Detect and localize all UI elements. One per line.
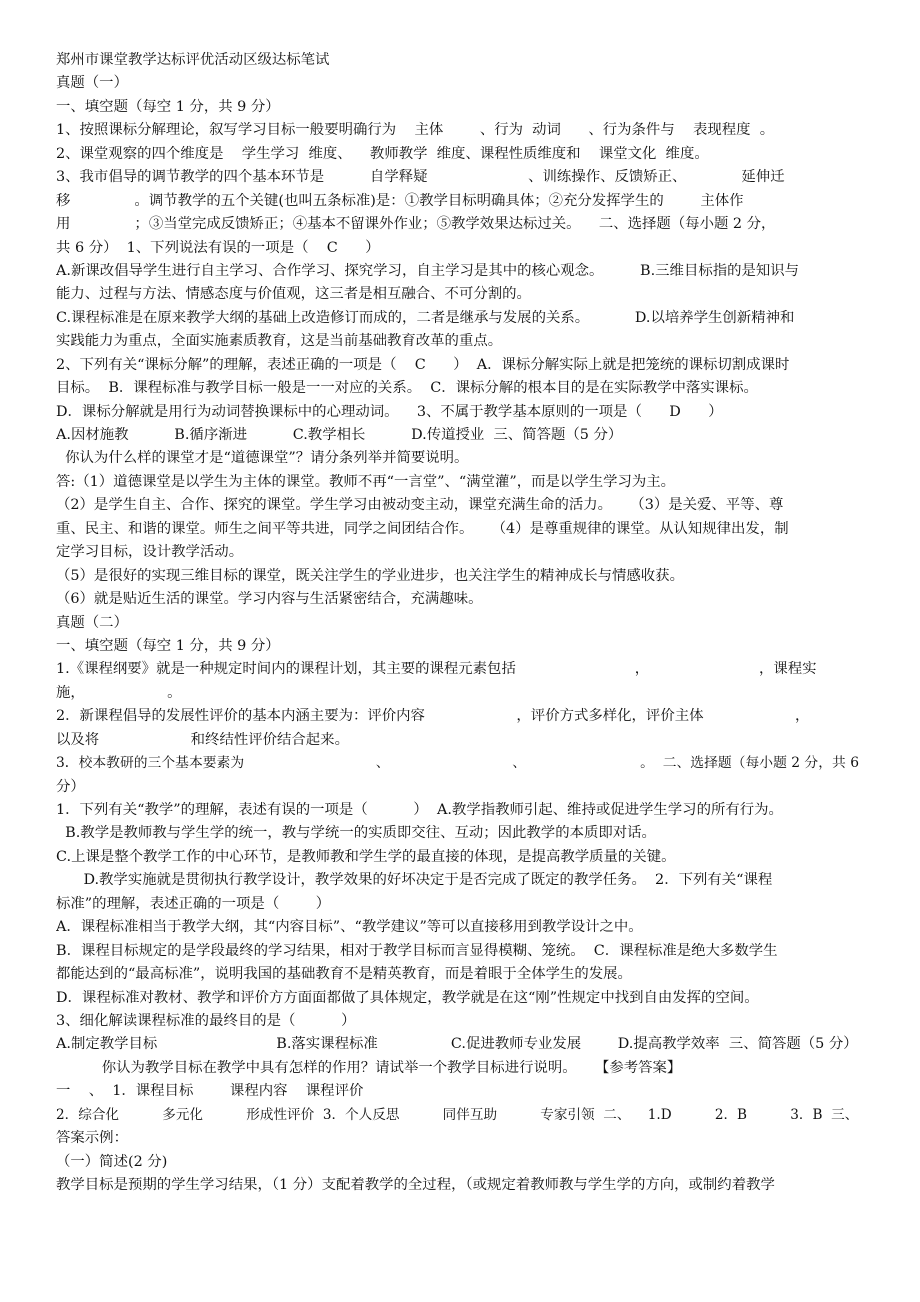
text-line: 施， 。 bbox=[56, 684, 182, 701]
text-line: 答:（1）道德课堂是以学生为主体的课堂。教师不再“一言堂”、“满堂灌”，而是以学生学习为主。 bbox=[56, 473, 676, 490]
text-line: D.教学实施就是贯彻执行教学设计，教学效果的好坏决定于是否完成了既定的教学任务。 2．下列有关“课程 bbox=[56, 872, 773, 889]
text-line: （2）是学生自主、合作、探究的课堂。学生学习由被动变主动，课堂充满生命的活力。 （3）是关爱、平等、尊 bbox=[56, 497, 784, 514]
text-line: 3、细化解读课程标准的最终目的是（ ） bbox=[56, 1012, 356, 1029]
text-line: 重、民主、和谐的课堂。师生之间平等共进，同学之间团结合作。 （4）是尊重规律的课堂。从认知规律出发，制 bbox=[56, 520, 789, 537]
answer-key-line: 2．综合化 多元化 形成性评价 3．个人反思 同伴互助 专家引领 二、 1.D 2．B 3．B 三、 bbox=[56, 1106, 859, 1123]
text-line: 用 ；③当堂完成反馈矫正；④基本不留课外作业；⑤教学效果达标过关。 二、选择题（每小题 2 分， bbox=[56, 216, 776, 233]
document-title: 郑州市课堂教学达标评优活动区级达标笔试 bbox=[56, 52, 330, 68]
text-line: 都能达到的“最高标准”，说明我国的基础教育不是精英教育，而是着眼于全体学生的发展。 bbox=[56, 966, 632, 983]
text-line: 分） bbox=[56, 778, 85, 795]
text-line: 1.《课程纲要》就是一种规定时间内的课程计划，其主要的课程元素包括 ， ，课程实 bbox=[56, 661, 817, 678]
text-line: 共 6 分） 1、下列说法有误的一项是（ C ） bbox=[56, 239, 380, 256]
text-line: 2、课堂观察的四个维度是 学生学习 维度、 教师教学 维度、课程性质维度和 课堂文化 维度。 bbox=[56, 145, 709, 162]
text-line: C.课程标准是在原来教学大纲的基础上改造修订而成的，二者是继承与发展的关系。 D.以培养学生创新精神和 bbox=[56, 309, 795, 326]
text-line: 1．下列有关“教学”的理解，表述有误的一项是（ ） A.教学指教师引起、维持或促进学生学习的所有行为。 bbox=[56, 802, 783, 818]
text-line: 一、填空题（每空 1 分，共 9 分） bbox=[56, 98, 280, 115]
section-heading-exam-1: 真题（一） bbox=[56, 75, 128, 92]
text-line: C.上课是整个教学工作的中心环节，是教师教和学生学的最直接的体现，是提高教学质量的关键。 bbox=[56, 848, 676, 865]
text-line: 3、我市倡导的调节教学的四个基本环节是 自学释疑 、训练操作、反馈矫正、 延伸迁 bbox=[56, 169, 785, 186]
answer-key-line: 答案示例： bbox=[56, 1130, 128, 1147]
text-line: 1、按照课标分解理论，叙写学习目标一般要明确行为 主体 、行为 动词 、行为条件与 表现程度 。 bbox=[56, 122, 775, 139]
text-line: 以及将 和终结性评价结合起来。 bbox=[56, 731, 349, 748]
text-line: A.制定教学目标 B.落实课程标准 C.促进教师专业发展 D.提高教学效率 三、简答题（5 分） bbox=[56, 1036, 858, 1053]
text-line: 2、下列有关“课标分解”的理解，表述正确的一项是（ C ） A．课标分解实际上就是把笼统的课标切割成课时 bbox=[56, 356, 790, 373]
text-line: 你认为什么样的课堂才是“道德课堂”？请分条列举并简要说明。 bbox=[56, 450, 469, 467]
text-line: D．课程标准对教材、教学和评价方方面面都做了具体规定，教学就是在这“刚”性规定中找到自由发挥的空间。 bbox=[56, 989, 759, 1006]
text-line: 目标。 B．课程标准与教学目标一般是一一对应的关系。 C．课标分解的根本目的是在实际教学中落实课标。 bbox=[56, 380, 758, 397]
text-line: B．课程目标规定的是学段最终的学习结果，相对于教学目标而言显得模糊、笼统。 C．课程标准是绝大多数学生 bbox=[56, 942, 778, 959]
text-line: 能力、过程与方法、情感态度与价值观，这三者是相互融合、不可分割的。 bbox=[56, 286, 531, 303]
text-line: （6）就是贴近生活的课堂。学习内容与生活紧密结合，充满趣味。 bbox=[56, 591, 483, 608]
text-line: A．课程标准相当于教学大纲，其“内容目标”、“教学建议”等可以直接移用到教学设计之中。 bbox=[56, 919, 643, 936]
text-line: A.新课改倡导学生进行自主学习、合作学习、探究学习，自主学习是其中的核心观念。 B.三维目标指的是知识与 bbox=[56, 262, 800, 279]
text-line: 你认为教学目标在教学中具有怎样的作用？请试举一个教学目标进行说明。 【参考答案】 bbox=[56, 1059, 682, 1076]
section-heading-exam-2: 真题（二） bbox=[56, 614, 128, 631]
text-line: 实践能力为重点，全面实施素质教育，这是当前基础教育改革的重点。 bbox=[56, 333, 503, 350]
text-line: B.教学是教师教与学生学的统一，教与学统一的实质即交往、互动；因此教学的本质即对话。 bbox=[56, 825, 656, 842]
text-line: 3．校本教研的三个基本要素为 、 、 。 二、选择题（每小题 2 分，共 6 bbox=[56, 755, 859, 772]
text-line: D．课标分解就是用行为动词替换课标中的心理动词。 3、不属于教学基本原则的一项是（ D ） bbox=[56, 403, 723, 420]
text-line: 一、填空题（每空 1 分，共 9 分） bbox=[56, 637, 280, 654]
answer-key-line: 一 、 1．课程目标 课程内容 课程评价 bbox=[56, 1083, 364, 1100]
text-line: 2．新课程倡导的发展性评价的基本内涵主要为：评价内容 ，评价方式多样化，评价主体 ， bbox=[56, 708, 810, 725]
answer-key-line: （一）简述(2 分) bbox=[56, 1153, 168, 1170]
answer-key-line: 教学目标是预期的学生学习结果，（1 分）支配着教学的全过程，（或规定着教师教与学生学的方向，或制约着教学 bbox=[56, 1177, 775, 1193]
text-line: A.因材施教 B.循序渐进 C.教学相长 D.传道授业 三、简答题（5 分） bbox=[56, 427, 623, 443]
text-line: （5）是很好的实现三维目标的课堂，既关注学生的学业进步，也关注学生的精神成长与情感收获。 bbox=[56, 567, 684, 584]
text-line: 标准”的理解，表述正确的一项是（ ） bbox=[56, 895, 331, 912]
text-line: 移 。调节教学的五个关键(也叫五条标准)是：①教学目标明确具体；②充分发挥学生的 主体作 bbox=[56, 192, 744, 209]
text-line: 定学习目标，设计教学活动。 bbox=[56, 544, 244, 561]
